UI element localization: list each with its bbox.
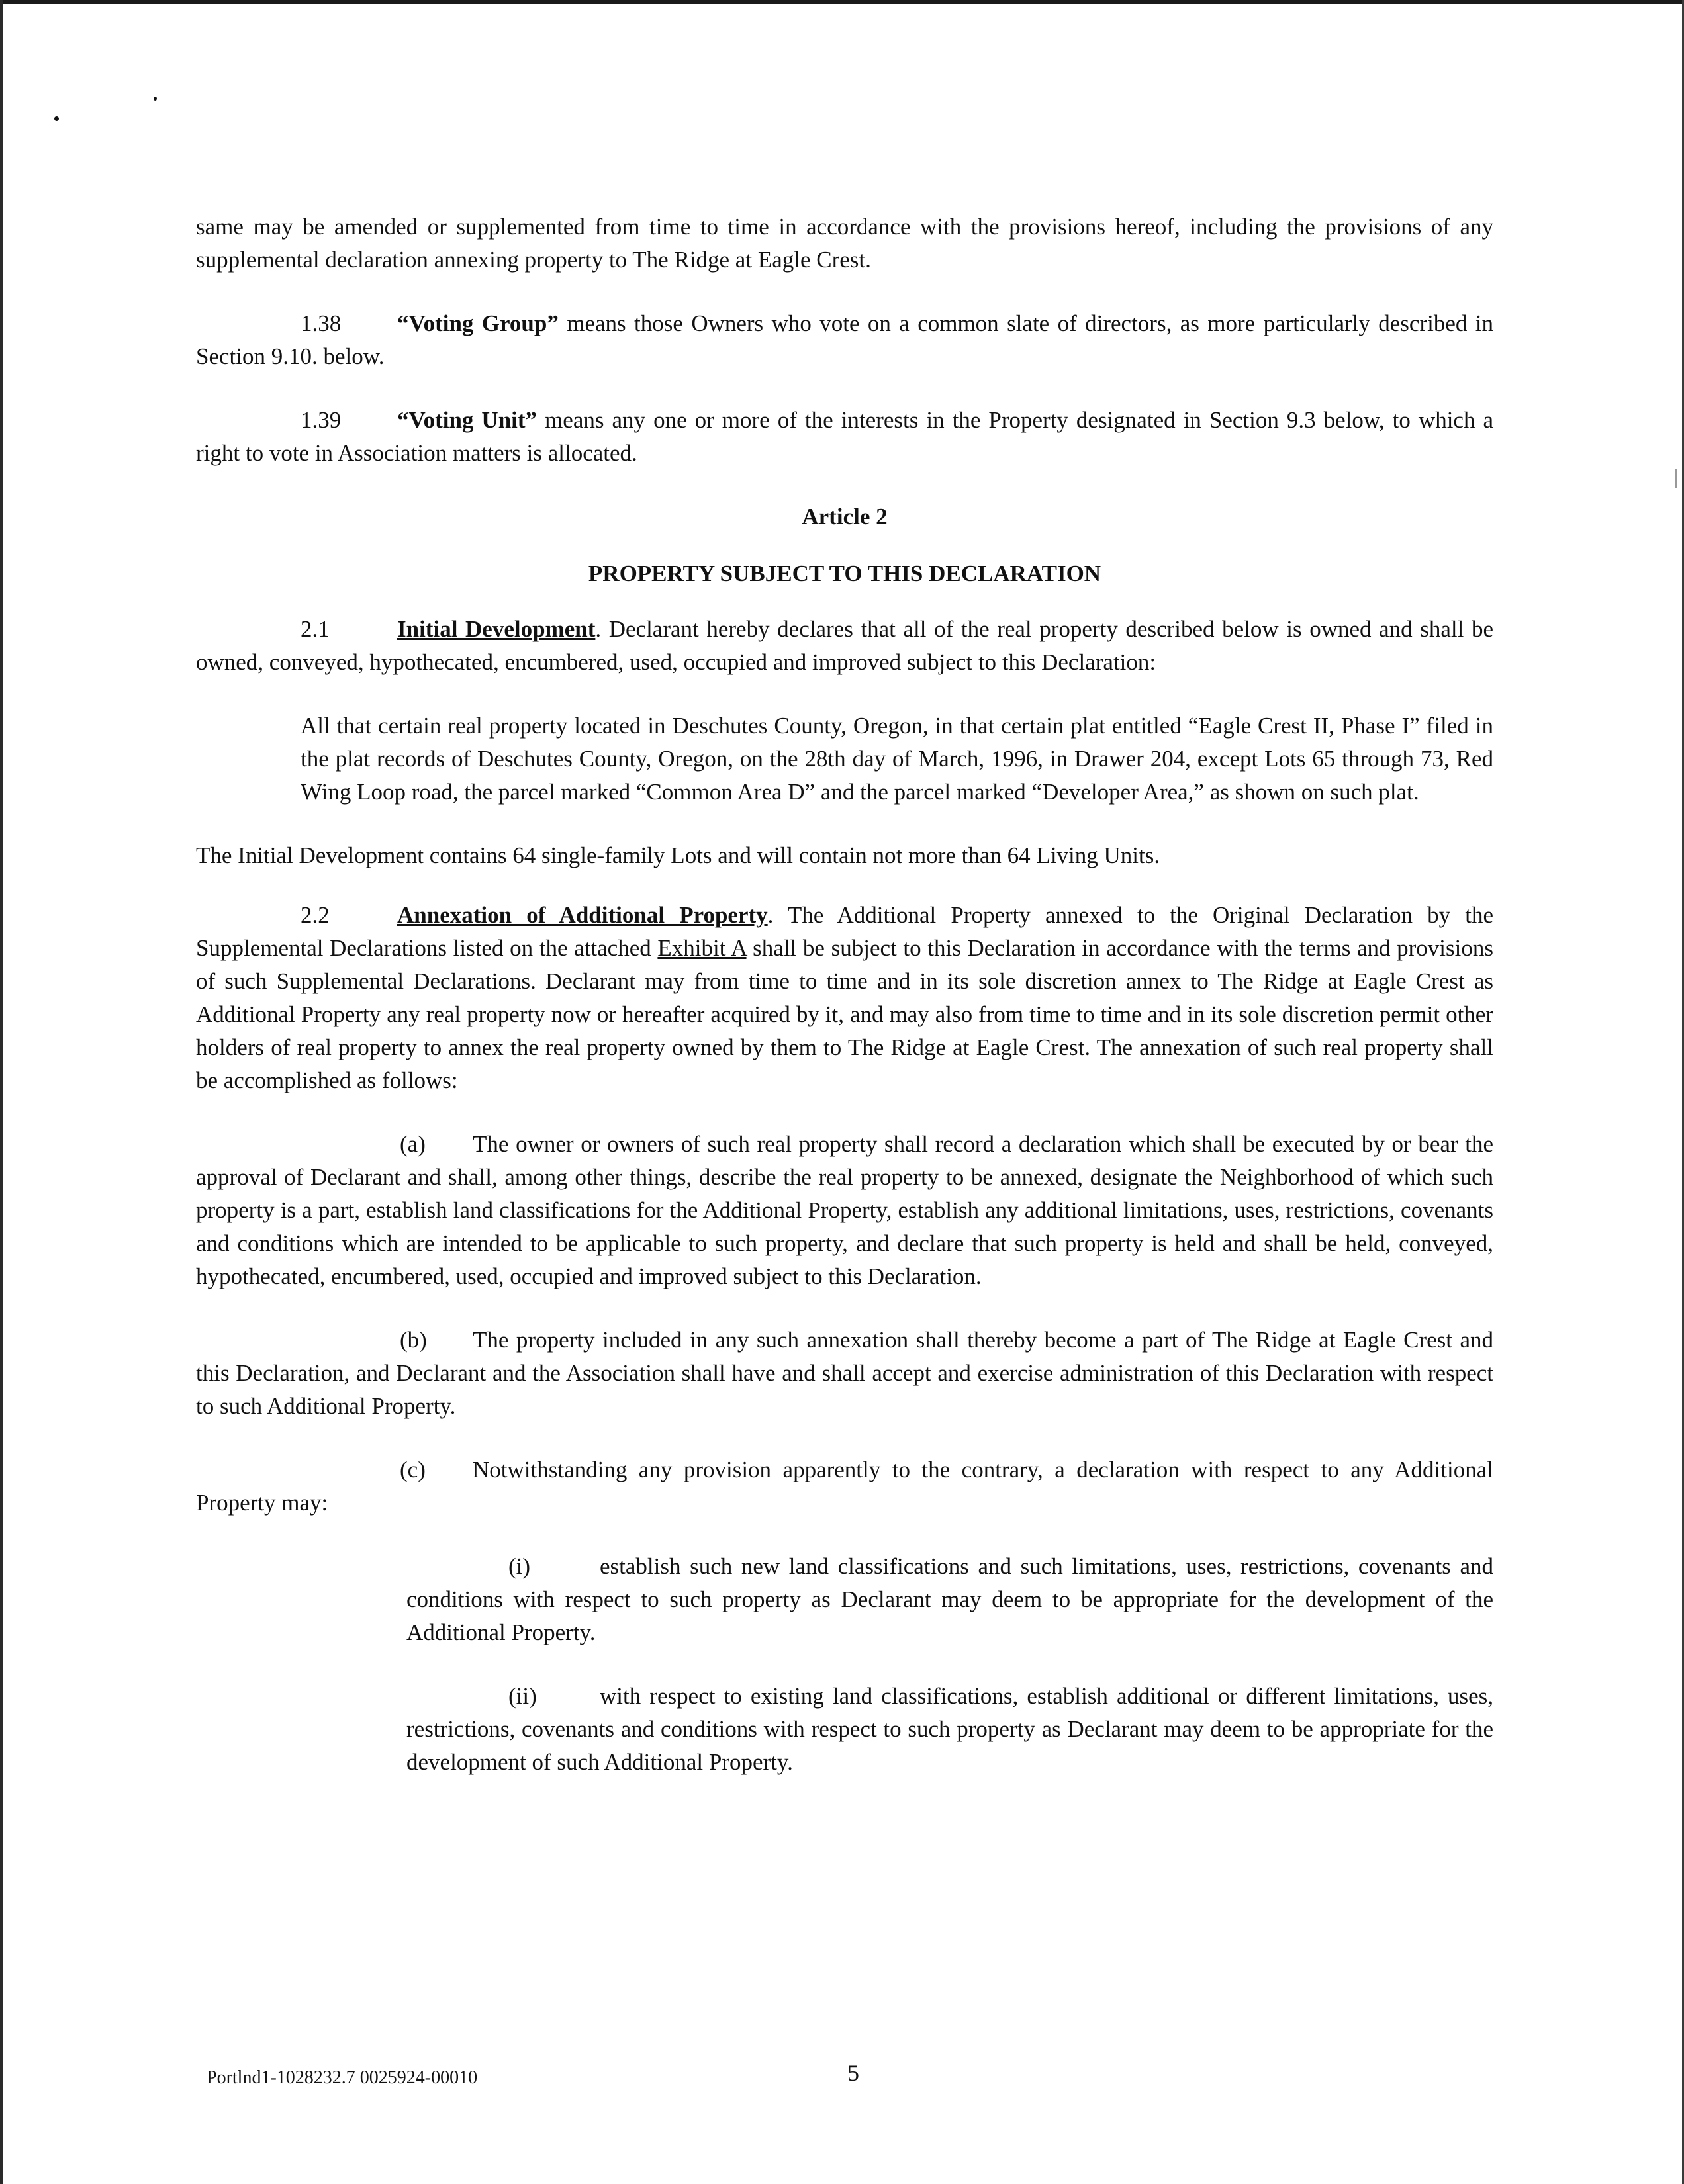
section-initial-development (196, 613, 1493, 679)
section-number: 1.38 (301, 310, 342, 336)
article-title: PROPERTY SUBJECT TO THIS DECLARATION (588, 561, 1101, 586)
page-number: 5 (847, 2060, 859, 2086)
section-number: 2.1 (301, 616, 330, 642)
defined-term: “Voting Unit” (397, 407, 538, 433)
continuation-paragraph: same may be amended or supplemented from time to time in accordance with the provisions hereof, including the provisions of any supplemental declaration annexing property to The Ridge at Eagle Crest. (196, 214, 1493, 273)
section-heading: Initial Development (397, 616, 596, 642)
scan-edge-top (0, 0, 1684, 4)
definition-text: means those Owners who vote on a common slate of directors, as more particularly described in Section 9.10. below. (196, 310, 1493, 369)
initial-development-summary: The Initial Development contains 64 single-family Lots and will contain not more than 64 Living Units. (196, 842, 1160, 868)
footer-document-id: Portlnd1-1028232.7 0025924-00010 (207, 2068, 478, 2088)
legal-description: All that certain real property located in Deschutes County, Oregon, in that certain plat entitled “Eagle Crest II, Phase I” filed in the plat records of Deschutes County, Oregon, on the 28th day of March, 1996, in Drawer 204, except Lots 65 through 73, Red Wing Loop road, the parcel marked “Common Area D” and the parcel marked “Developer Area,” as shown on such plat. (301, 713, 1493, 805)
subsection-text: Notwithstanding any provision apparently to the contrary, a declaration with respect to any Additional Property may: (196, 1457, 1493, 1516)
subsection-c (196, 1453, 1493, 1520)
section-text: shall be subject to this Declaration in accordance with the terms and provisions of such Supplemental Declarations. Declarant may from time to time and in its sole discretion annex to The Ridge at Eagle Crest as Additional Property any real property now or hereafter acquired by it, and may also from time to time and in its sole discretion permit other holders of real property to annex the real property owned by them to The Ridge at Eagle Crest. The annexation of such real property shall be accomplished as follows: (196, 935, 1493, 1093)
definition-voting-group (196, 307, 1493, 373)
section-number: 1.39 (301, 407, 342, 433)
scan-speck (154, 97, 157, 101)
scan-speck (54, 116, 59, 121)
definition-text: means any one or more of the interests in the Property designated in Section 9.3 below, to which a right to vote in Association matters is allocated. (196, 407, 1494, 466)
section-number: 2.2 (301, 902, 330, 928)
document-page (196, 210, 1493, 1779)
subsection-text: with respect to existing land classifications, establish additional or different limitations, uses, restrictions, covenants and conditions with respect to such property as Declarant may deem to be appropriate for the development of such Additional Property. (406, 1683, 1493, 1775)
section-annexation (196, 899, 1493, 1097)
scan-edge-left (0, 0, 3, 2184)
definition-voting-unit (196, 404, 1493, 470)
exhibit-reference: Exhibit A (657, 935, 747, 961)
section-text: . Declarant hereby declares that all of the real property described below is owned and shall be owned, conveyed, hypothecated, encumbered, used, occupied and improved subject to this Declaration: (196, 616, 1494, 675)
defined-term: “Voting Group” (397, 310, 559, 336)
section-heading: Annexation of Additional Property (397, 902, 768, 928)
subsection-ii (406, 1680, 1493, 1779)
subsection-text: establish such new land classifications and such limitations, uses, restrictions, covenants and conditions with respect to such property as Declarant may deem to be appropriate for the development of the Additional Property. (406, 1553, 1493, 1645)
subsection-label: (ii) (508, 1683, 537, 1709)
subsection-label: (i) (508, 1553, 531, 1579)
subsection-a (196, 1128, 1493, 1293)
section-text: . The Additional Property annexed to the Original Declaration by the Supplemental Declarations listed on the attached (196, 902, 1494, 961)
subsection-text: The property included in any such annexation shall thereby become a part of The Ridge at Eagle Crest and this Declaration, and Declarant and the Association shall have and shall accept and exercise administration of this Declaration with respect to such Additional Property. (196, 1327, 1493, 1419)
subsection-i (406, 1550, 1493, 1649)
subsection-label: (b) (400, 1327, 427, 1353)
scan-mark (1675, 469, 1677, 488)
subsection-label: (c) (400, 1457, 426, 1482)
subsection-b (196, 1324, 1493, 1423)
article-number: Article 2 (802, 504, 888, 529)
subsection-text: The owner or owners of such real property shall record a declaration which shall be executed by or bear the approval of Declarant and shall, among other things, describe the real property to be annexed, designate the Neighborhood of which such property is a part, establish land classifications for the Additional Property, establish any additional limitations, uses, restrictions, covenants and conditions which are intended to be applicable to such property, and declare that such property is held and shall be held, conveyed, hypothecated, encumbered, used, occupied and improved subject to this Declaration. (196, 1131, 1493, 1289)
subsection-label: (a) (400, 1131, 426, 1157)
